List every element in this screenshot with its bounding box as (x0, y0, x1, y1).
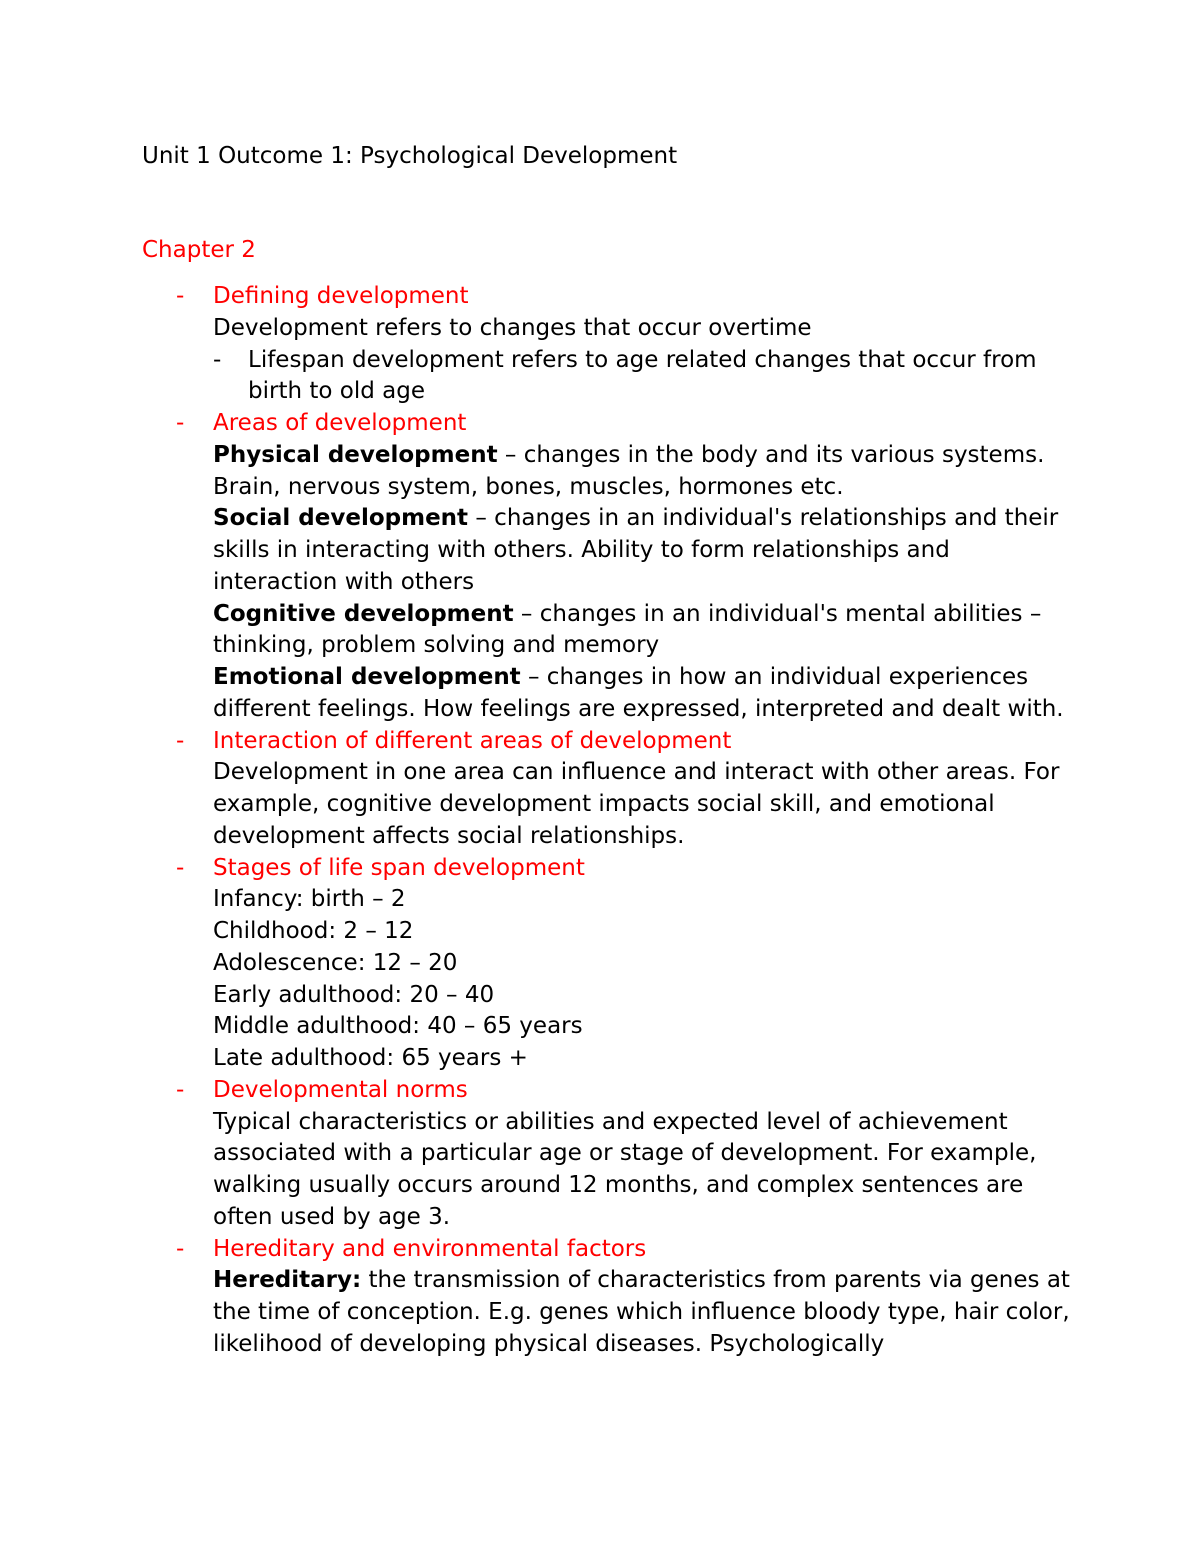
document-title: Unit 1 Outcome 1: Psychological Development (142, 143, 678, 169)
area-description: – changes in an individual's relationships and their skills in interacting with others. Ability to form relationships and interaction with others (213, 505, 1059, 595)
bullet-dash: - (176, 1076, 185, 1103)
area-term: Cognitive development (213, 600, 514, 627)
area-term: Social development (213, 505, 469, 532)
area-social (213, 503, 1072, 598)
area-description: – changes in the body and its various systems. Brain, nervous system, bones, muscles, hormones etc. (213, 441, 1045, 500)
bullet-dash: - (176, 854, 185, 881)
stage-item: Adolescence: 12 – 20 (213, 949, 458, 976)
section-stages-of-life-span (142, 853, 1072, 1075)
section-defining-development (142, 281, 1072, 408)
hereditary-term: Hereditary: (213, 1267, 362, 1294)
chapter-outline (142, 281, 1072, 1361)
stage-item: Late adulthood: 65 years + (213, 1045, 528, 1071)
section-heading: Developmental norms (213, 1076, 468, 1103)
hereditary-definition (213, 1265, 1072, 1360)
stage-item: Early adulthood: 20 – 40 (213, 981, 495, 1008)
section-text: Development refers to changes that occur overtime (213, 314, 812, 341)
bullet-dash: - (176, 1235, 185, 1262)
section-heading: Defining development (213, 283, 469, 309)
section-areas-of-development (142, 408, 1072, 726)
stage-item: Childhood: 2 – 12 (213, 918, 414, 944)
section-heading: Interaction of different areas of development (213, 727, 732, 754)
stage-item: Infancy: birth – 2 (213, 886, 406, 913)
section-heading: Stages of life span development (213, 854, 585, 881)
bullet-dash: - (176, 727, 185, 754)
chapter-heading: Chapter 2 (142, 237, 256, 263)
sub-list-item (213, 345, 1072, 409)
area-description: – changes in an individual's mental abilities – thinking, problem solving and memory (213, 600, 1042, 659)
area-physical (213, 440, 1072, 504)
area-cognitive (213, 599, 1072, 663)
area-term: Emotional development (213, 664, 521, 690)
section-hereditary-environmental (142, 1234, 1072, 1361)
sub-item-text: Lifespan development refers to age related changes that occur from birth to old age (248, 346, 1037, 405)
area-description: – changes in how an individual experiences different feelings. How feelings are expressed, interpreted and dealt with. (213, 664, 1064, 722)
stage-item: Middle adulthood: 40 – 65 years (213, 1013, 583, 1040)
sub-list (213, 345, 1072, 409)
section-interaction-of-areas (142, 726, 1072, 853)
section-heading: Hereditary and environmental factors (213, 1235, 647, 1262)
hereditary-description: the transmission of characteristics from parents via genes at the time of conception. E.g. genes which influence bloody type, hair color, likelihood of developing physical diseases. Psychologically (213, 1267, 1070, 1357)
bullet-dash: - (213, 346, 222, 373)
bullet-dash: - (176, 283, 185, 309)
section-developmental-norms (142, 1075, 1072, 1234)
section-heading: Areas of development (213, 410, 467, 436)
area-term: Physical development (213, 441, 498, 468)
bullet-dash: - (176, 410, 185, 436)
section-text: Development in one area can influence and interact with other areas. For example, cognitive development impacts social skill, and emotional development affects social relationships. (213, 759, 1060, 849)
area-emotional (213, 662, 1072, 726)
section-text: Typical characteristics or abilities and expected level of achievement associated with a particular age or stage of development. For example, walking usually occurs around 12 months, and complex sentences are often used by age 3. (213, 1108, 1037, 1230)
